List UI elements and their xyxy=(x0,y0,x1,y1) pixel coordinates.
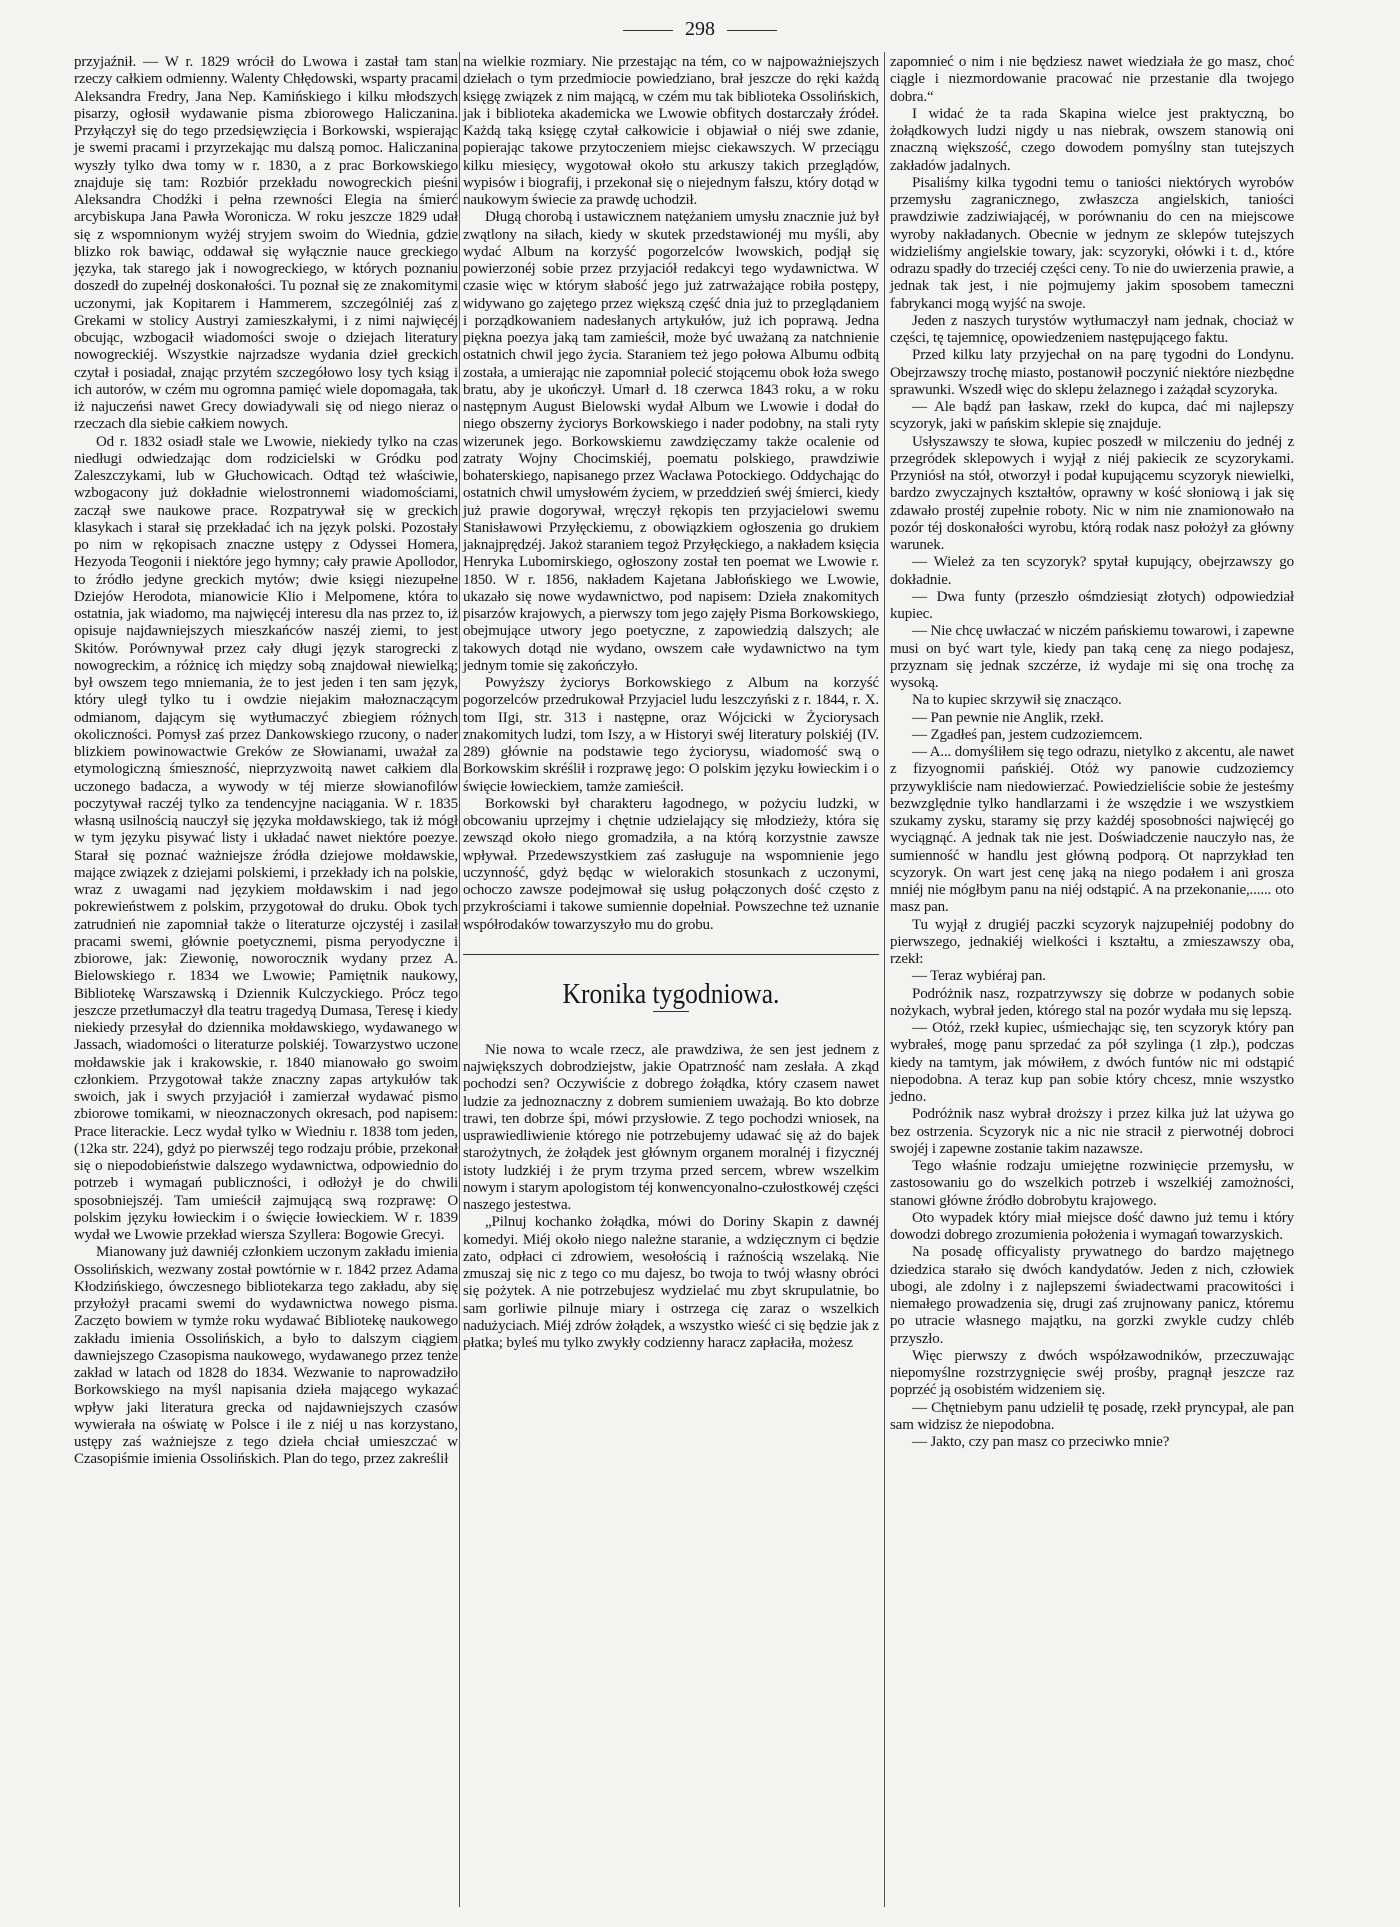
paragraph: Od r. 1832 osiadł stale we Lwowie, niekiedy tylko na czas niedługi odwiedzając dom rodzicielski w Gródku pod Zaleszczykami, lub w Głuchowicach. Odtąd też właściwie, wzbogacony już dokładnie wielostronnemi wiadomościami, zaczął swe naukowe prace. Rozpatrywał się w greckich klasykach i starał się przekładać ich na język polski. Pozostały po nim w rękopisach znaczne ustępy z Odyssei Homera, Hezyoda Teogonii i niektóre jego hymny; cały prawie Apollodor, to źródło jedyne greckich mytów; dwie księgi niezupełne Dziejów Herodota, mianowicie Klio i Melpomene, która to ostatnia, jak wiadomo, ma najwięcéj interesu dla nas przez to, iż opisuje najdawniejszych mieszkańców naszéj ziemi, to jest Skitów. Porównywał przez cały długi język starogrecki z nowogreckim, a różnicę ich między sobą znajdował niewielką; był owszem tego mniemania, że to jest jeden i ten sam język, który uległ tylko tu i owdzie niejakim małoznaczącym odmianom, dającym się wytłumaczyć zbiegiem różnych okoliczności. Pomysł zaś przez Dankowskiego rzucony, o nader blizkiem powinowactwie Greków ze Słowianami, uważał za etymologiczną śmieszność, nieprzyzwoitą nawet całkiem dla uczonego badacza, a wywody w téj mierze słowianofilów poczytywał raczéj tylko za tendencyjne naciągania. W r. 1835 własną usilnością nauczył się języka mołdawskiego, tak iż mógł w tym języku pisywać listy i układać nawet niektóre poezye. Starał się poznać ważniejsze źródła dziejowe mołdawskie, mające związek z dziejami polskiemi, i przekłady ich na polskie, wraz z uwagami nad językiem mołdawskim i nad jego pokrewieństwem z polskim, przygotował do druku. Obok tych zatrudnień nie zapomniał także o literaturze ojczystéj i zasilał pracami swemi, głównie poetycznemi, pisma peryodyczne i zbiorowe, jak: Ziewonię, noworocznik wydany przez A. Bielowskiego r. 1834 we Lwowie; Pamiętnik naukowy, Bibliotekę Warszawską i Dziennik Kulczyckiego. Prócz tego jeszcze przetłumaczył dla teatru tragedyą Dumasa, Teresę i kiedy niekiedy przesyłał do dziennika mołdawskiego, wydawanego w Jassach, wiadomości o literaturze polskiéj. Towarzystwo uczone mołdawskie jak i krakowskie, r. 1840 mianowało go swoim członkiem. Przygotował także znaczny zapas artykułów tak swoich, jak i swych przyjaciół i zamierzał wydawać pismo zbiorowe tomikami, w nieoznaczonych okresach, pod napisem: Prace literackie. Lecz wydał tylko w Wiedniu r. 1838 tom jeden, (12ka str. 224), gdyż po pierwszéj tego rodzaju próbie, przekonał się o niepodobieństwie dalszego wydawnictwa, odpowiednio do potrzeb i wymagań publiczności, i odłożył je do chwili sposobniejszéj. Tam umieścił zajmującą swą rozprawę: O polskim języku łowieckim i o święcie łowieckiem. W r. 1839 wydał we Lwowie przekład wiersza Szyllera: Bogowie Grecyi. xyxy=(74,433,458,1243)
paragraph: Przed kilku laty przyjechał on na parę tygodni do Londynu. Obejrzawszy trochę miasto, postanowił poczynić niektóre niezbędne sprawunki. Wszedł więc do sklepu żelaznego i zażądał scyzoryka. xyxy=(890,347,1294,398)
page-number: 298 xyxy=(685,18,715,40)
paragraph: Na posadę officyalisty prywatnego do bardzo majętnego dziedzica starało się dwóch kandydatów. Jeden z nich, człowiek ubogi, ale zdolny i z najlepszemi świadectwami pracowitości i niemałego prowadzenia się, drugi zaś zrujnowany panicz, któremu po utracie własnego majątku, na gorzki zwykle cudzy chléb przyszło. xyxy=(890,1244,1294,1347)
paragraph: — Teraz wybiéraj pan. xyxy=(912,968,1046,985)
paragraph: — A... domyśliłem się tego odrazu, nietylko z akcentu, ale nawet z fizyognomii pańskiéj. Otóż wy panowie cudzoziemcy przywykliście nam niedowierzać. Powiedzieliście sobie że jesteśmy bezwzględnie tylko handlarzami i że wszędzie i we wszystkiem szukamy zysku, staramy się przy każdéj sposobności najwięcéj go wyciągnąć. A jednak tak nie jest. Doświadczenie nauczyło nas, że sumienność w handlu jest główną podporą. Ot naprzykład ten scyzoryk. On wart jest cenę jaką na niego podałem i ani grosza mniéj nie mógłbym panu na niéj odstąpić. A na przekonanie,...... oto masz pan. xyxy=(890,744,1294,916)
paragraph: Długą chorobą i ustawicznem natężaniem umysłu znacznie już był zwątlony na siłach, kiedy w skutek przedstawionéj mu myśli, aby wydać Album na korzyść pogorzelców lwowskich, podjął się powierzonéj sobie przez przyjaciół redakcyi tego wydawnictwa. W czasie więc w którym słabość jego już zatrważające robiła postępy, widywano go zajętego przez większą część dnia już to przeglądaniem i porządkowaniem nadesłanych artykułów, już ich poprawą. Jedna piękna poezya jaką tam zamieścił, może być uważaną za natchnienie ostatnich chwil jego życia. Staraniem też jego połowa Albumu odbitą została, a umierając nie zapomniał polecić stojącemu obok łoża swego bratu, aby je ukończył. Umarł d. 18 czerwca 1843 roku, a w roku następnym August Bielowski wydał Album we Lwowie i dodał do niego obszerny życiorys Borkowskiego i nader podobny, na stali ryty wizerunek jego. Borkowskiemu zawdzięczamy także ocalenie od zatraty Wojny Chocimskiéj, poematu polskiego, prawdziwie bohaterskiego, napisanego przez Wacława Potockiego. Oddychając do ostatnich chwil umysłowém życiem, w przeddzień swéj śmierci, kiedy już prawie dogorywał, wręczył rękopis ten przyjacielowi swemu Stanisławowi Przyłęckiemu, z obowiązkiem ogłoszenia go drukiem jaknajprędzéj. Jakoż staraniem tegoż Przyłęckiego, a nakładem księcia Henryka Lubomirskiego, ogłoszony został ten poemat we Lwowie r. 1850. W r. 1856, nakładem Kajetana Jabłońskiego we Lwowie, ukazało się nowe wydawnictwo, pod napisem: Dzieła znakomitych pisarzów krajowych, a pierwszy tom jego zajęły Pisma Borkowskiego, obejmujące utwory jego poetyczne, z zapowiedzią dalszych; ale takowych dotąd nie wydano, owszem całe wydawnictwo na tym jednym tomie się zakończyło. xyxy=(463,209,879,674)
paragraph: przyjaźnił. — W r. 1829 wrócił do Lwowa i zastał tam stan rzeczy całkiem odmienny. Walenty Chłędowski, wsparty pracami Aleksandra Fredry, Jana Nep. Kamińskiego i kilku młodszych pisarzy, ogłosił wydawanie pisma zbiorowego Haliczanina. Przyłączył się do tego przedsięwzięcia i Borkowski, wspierając je swemi pracami i przyrzekając mu dalszą pomoc. Haliczanina wyszły tylko dwa tomy w r. 1830, a z prac Borkowskiego znajduje się tam: Rozbiór przekładu nowogreckich pieśni Aleksandra Chodźki i pełna rzewności Elegia na śmierć arcybiskupa Jana Pawła Woronicza. W roku jeszcze 1829 udał się z wspomnionym wyżéj stryjem swoim do Wiednia, gdzie blizko rok bawiąc, oddawał się wyłącznie nauce greckiego języka, tak starego jak i nowogreckiego, w których poznaniu doszedł do zupełnéj doskonałości. Tu poznał się ze znakomitymi uczonymi, jak Kopitarem i Hammerem, szczególniéj zaś z Grekami w stolicy Austryi zamieszkałymi, i z nimi najwięcéj obcując, wzbogacił wiadomości swoje o dziejach literatury nowogreckiéj. Wszystkie najrzadsze wydania dzieł greckich czytał i posiadał, znając przytém szczegółowo losy tych ksiąg i ich autorów, w czém mu ogromna pamięć wiele dopomagała, tak iż najuczeńsi nawet Grecy dowiadywali się od niego nieraz o rzeczach dla siebie całkiem nowych. xyxy=(74,54,458,433)
section-rule xyxy=(463,954,879,955)
paragraph: — Ale bądź pan łaskaw, rzekł do kupca, dać mi najlepszy scyzoryk, jaki w pańskim sklepie się znajduje. xyxy=(890,399,1294,433)
paragraph: Podróżnik nasz wybrał droższy i przez kilka już lat używa go bez ostrzenia. Scyzoryk nic a nic nie stracił z pierwotnéj dobroci swojéj i zapewne zostanie takim nazawsze. xyxy=(890,1106,1294,1157)
heading-dash xyxy=(653,1011,689,1012)
paragraph: — Otóż, rzekł kupiec, uśmiechając się, ten scyzoryk który pan wybrałeś, mogę panu sprzedać za pół szylinga (1 złp.), podczas kiedy na tamtym, jak mówiłem, z dwóch funtów nic mi odstąpić niepodobna. A teraz kup pan sobie który chcesz, mnie wszystko jedno. xyxy=(890,1020,1294,1105)
kronika-article xyxy=(463,1042,879,1353)
paragraph: Oto wypadek który miał miejsce dość dawno już temu i który dowodzi dobrego zrozumienia położenia i wymagań towarzyskich. xyxy=(890,1209,1294,1243)
paragraph: — Jakto, czy pan masz co przeciwko mnie? xyxy=(912,1434,1170,1450)
paragraph: Tego właśnie rodzaju umiejętne rozwinięcie przemysłu, w zastosowaniu go do wszelkich potrzeb i wszelkiéj zamożności, stanowi główne źródło dobrobytu krajowego. xyxy=(890,1158,1294,1209)
paragraph: Tu wyjął z drugiéj paczki scyzoryk najzupełniéj podobny do pierwszego, jednakiéj wielkości i kształtu, a zmieszawszy oba, rzekł: xyxy=(890,916,1294,967)
paragraph: Pisaliśmy kilka tygodni temu o taniości niektórych wyrobów przemysłu zagranicznego, zwłaszcza angielskich, taniości prawdziwie zadziwiającéj, w porównaniu do cen na miejscowe wyroby nakładanych. Obecnie w jednym ze sklepów tutejszych widzieliśmy angielskie towary, jak: scyzoryki, ołówki i t. d., które odrazu spadły do trzeciéj części ceny. To nie do uwierzenia prawie, a jednak tak jest, i nie pojmujemy jakim sposobem tameczni fabrykanci mogą wyjść na swoje. xyxy=(890,174,1294,312)
section-heading: Kronika tygodniowa. xyxy=(562,977,780,1010)
page-header xyxy=(0,18,1400,41)
paragraph: — Chętniebym panu udzielił tę posadę, rzekł pryncypał, ale pan sam widzisz że niepodobna. xyxy=(890,1399,1294,1433)
column-3 xyxy=(890,54,1294,1451)
paragraph: Powyższy życiorys Borkowskiego z Album na korzyść pogorzelców przedrukował Przyjaciel ludu leszczyński z r. 1844, r. X. tom IIgi, str. 313 i następne, oraz Wójcicki w Życiorysach znakomitych ludzi, tom Iszy, a w Historyi swéj literatury polskiéj (IV. 289) głównie na podstawie tego życiorysu, wiadomość swą o Borkowskim skréślił i rozprawę jego: O polskim języku łowieckim i o święcie łowieckiem, tamże zamieścił. xyxy=(463,675,879,795)
paragraph: „Pilnuj kochanko żołądka, mówi do Doriny Skapin z dawnéj komedyi. Miéj około niego należne staranie, a wdzięcznym ci będzie zato, odpłaci ci zdrowiem, wesołością i raźnością wszelaką. Nie zmuszaj się nic z tego co mu dajesz, bo twoja to twój własny obróci się pożytek. A nie potrzebujesz wydzielać mu zbyt skrupulatnie, bo sam gorliwie pilnuje miary i ostrzega cię zaraz o wszelkich nadużyciach. Miéj zdrów żołądek, a wszystko wieść ci się będzie jak z płatka; byleś mu tylko zwykły codzienny haracz zapłaciła, możesz xyxy=(463,1214,879,1351)
header-rule-left xyxy=(623,30,673,31)
paragraph: Więc pierwszy z dwóch współzawodników, przeczuwając niepomyślne rozstrzygnięcie swéj prośby, pragnął jeszcze raz poprzéć ją osobistém widzeniem się. xyxy=(890,1347,1294,1399)
paragraph: — Pan pewnie nie Anglik, rzekł. xyxy=(912,709,1104,726)
paragraph: — Dwa funty (przeszło ośmdziesiąt złotych) odpowiedział kupiec. xyxy=(890,588,1294,622)
column-2 xyxy=(463,54,879,1352)
paragraph: na wielkie rozmiary. Nie przestając na tém, co w najpoważniejszych dziełach o tym przedmiocie powiedziano, brał jeszcze do ręki każdą księgę związek z nim mającą, w czém mu tak biblioteka Ossolińskich, jak i biblioteka akademicka we Lwowie obfitych dostarczały źródeł. Każdą taką księgę czytał całkowicie i objawiał o niéj swe zdanie, popierając takowe przytoczeniem miejsc ciekawszych. W przeciągu kilku miesięcy, wygotował około stu arkuszy takich przeglądów, wypisów i biografij, i przekonał się o niejednym fałszu, który dotąd w naukowym świecie za prawdę uchodził. xyxy=(463,54,879,208)
borkowski-article-continuation xyxy=(463,54,879,934)
paragraph: Mianowany już dawniéj członkiem uczonym zakładu imienia Ossolińskich, wezwany został powtórnie w r. 1842 przez Adama Kłodzińskiego, ówczesnego bibliotekarza tego zakładu, aby się przyłożył pracami swemi do wydawnictwa nowego pisma. Zaczęto bowiem w tymże roku wydawać Bibliotekę naukowego zakładu imienia Ossolińskich, a było to dalszym ciągiem dawniejszego Czasopisma naukowego, wydawanego przez tenże zakład w latach od 1828 do 1834. Wezwanie to naprowadziło Borkowskiego na myśl napisania dzieła mającego wykazać wpływ jaki literatura grecka od najdawniejszych czasów wywierała na oświatę w Polsce i ile z niéj u nas korzystano, ustępy zaś ważniejsze z tego dzieła chciał umieszczać w Czasopiśmie imienia Ossolińskich. Plan do tego, przez zakreślił xyxy=(74,1244,458,1468)
paragraph: Podróżnik nasz, rozpatrzywszy się dobrze w podanych sobie nożykach, wybrał jeden, którego stal na pozór wydała mu się lepszą. xyxy=(890,985,1294,1019)
paragraph: Jeden z naszych turystów wytłumaczył nam jednak, chociaż w części, tę tajemnicę, opowiedzeniem następującego faktu. xyxy=(890,312,1294,346)
paragraph: — Zgadłeś pan, jestem cudzoziemcem. xyxy=(912,726,1143,743)
column-divider xyxy=(884,52,885,1907)
column-1 xyxy=(74,54,458,1469)
paragraph: Borkowski był charakteru łagodnego, w pożyciu ludzki, w obcowaniu uprzejmy i chętnie udzielający się młodzieży, która się zewsząd około niego gromadziła, a na którą korzystnie zawsze wpływał. Przedewszystkiem zaś zasługuje na wspomnienie jego uczynność, gdyż będąc w wielorakich stosunkach z uczonymi, ochoczo zawsze podejmował się usług połączonych dość często z przykrościami i takowe sumiennie dopełniał. Powszechne też uznanie współrodaków towarzyszyło mu do grobu. xyxy=(463,795,879,933)
paragraph: Nie nowa to wcale rzecz, ale prawdziwa, że sen jest jednem z największych dobrodziejstw, jakie Opatrzność nam zesłała. A zkąd pochodzi sen? Oczywiście z dobrego żołądka, który czasem nawet ludzie za jednoznaczny z dobrem sumieniem uważają. Bo kto dobrze trawi, ten dobrze śpi, mówi przysłowie. Z tego pochodzi wniosek, na usprawiedliwienie którego nie potrzebujemy udawać się aż do bajek starożytnych, że żołądek jest głównym organem moralnéj i fizycznéj istoty ludzkiéj i że prym trzyma przed sercem, wbrew wszelkim nowym i starym apologistom téj konwencyonalno-czułostkowéj części naszego jestestwa. xyxy=(463,1041,879,1213)
paragraph: — Nie chcę uwłaczać w niczém pańskiemu towarowi, i zapewne musi on być wart tyle, kiedy pan taką cenę za niego podajesz, przyznam się jednak szczérze, iż wydaje mi się ona trochę za wysoką. xyxy=(890,623,1294,691)
paragraph: — Wieleż za ten scyzoryk? spytał kupujący, obejrzawszy go dokładnie. xyxy=(890,554,1294,588)
paragraph: zapomnieć o nim i nie będziesz nawet wiedziała że go masz, choć ciągle i niezmordowanie pracować nie przestanie dla twojego dobra.“ xyxy=(890,54,1294,105)
paragraph: I widać że ta rada Skapina wielce jest praktyczną, bo żołądkowych ludzi nigdy u nas niebrak, owszem stanowią oni znaczną większość, czego dowodem pomyślny stan tutejszych zakładów jadalnych. xyxy=(890,105,1294,174)
paragraph: Usłyszawszy te słowa, kupiec poszedł w milczeniu do jednéj z przegródek sklepowych i wyjął z niéj pakiecik ze scyzorykami. Przyniósł na stół, otworzył i podał kupującemu scyzoryk niewielki, bardzo zwyczajnych kształtów, oprawny w kość słoniową i jak się zdawało prostéj zupełnie roboty. Nic w nim nie znamionowało na pozór téj doskonałości wyrobu, którą rodak nasz położył za główny warunek. xyxy=(890,433,1294,553)
column-divider xyxy=(459,52,460,1907)
header-rule-right xyxy=(727,30,777,31)
paragraph: Na to kupiec skrzywił się znacząco. xyxy=(912,692,1122,709)
